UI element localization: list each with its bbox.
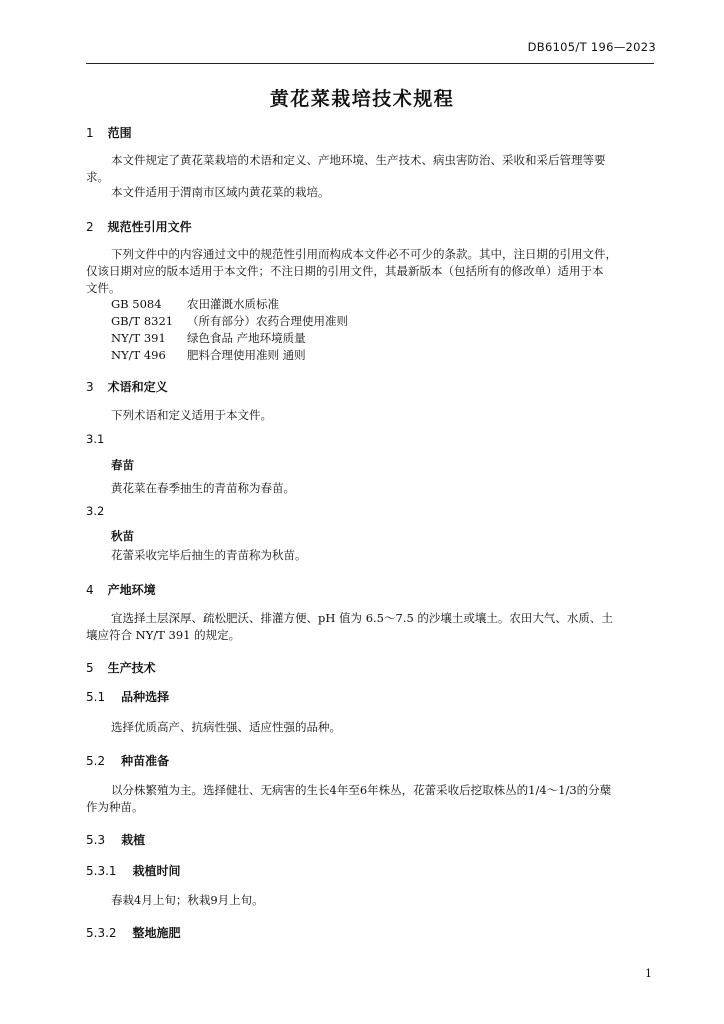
reference-code: GB 5084	[111, 297, 162, 311]
reference-code: NY/T 496	[111, 348, 166, 362]
reference-item	[111, 347, 306, 363]
subsection-5-3-1-heading	[86, 862, 181, 879]
reference-name: 绿色食品 产地环境质量	[187, 331, 306, 345]
section-number: 4	[86, 583, 94, 597]
section-number: 3	[86, 380, 94, 394]
text-line: 文件。	[86, 281, 121, 295]
subsection-5-1-paragraph	[86, 719, 654, 736]
header-rule	[86, 63, 654, 64]
section-title: 生产技术	[107, 661, 156, 675]
section-5-heading	[86, 659, 156, 676]
subsection-5-3-2-heading	[86, 924, 181, 941]
section-3-intro	[86, 407, 654, 424]
text-line: 花蕾采收完毕后抽生的青苗称为秋苗。	[111, 548, 307, 562]
section-3-heading	[86, 378, 168, 395]
section-title: 术语和定义	[107, 380, 168, 394]
subsection-5-3-heading	[86, 831, 145, 848]
section-title: 种苗准备	[121, 754, 170, 768]
text-line: 本文件适用于渭南市区域内黄花菜的栽培。	[111, 185, 330, 199]
term-definition	[86, 480, 654, 497]
section-4-heading	[86, 581, 156, 598]
term-name: 春苗	[111, 458, 134, 472]
section-4-paragraph	[86, 610, 654, 644]
text-line: 黄花菜在春季抽生的青苗称为春苗。	[111, 481, 295, 495]
reference-name: 肥料合理使用准则 通则	[187, 348, 306, 362]
term-number: 3.2	[86, 504, 105, 518]
section-number: 5.3.2	[86, 926, 117, 940]
text-line: 本文件规定了黄花菜栽培的术语和定义、产地环境、生产技术、病虫害防治、采收和采后管理等要	[111, 153, 606, 167]
term-number: 3.1	[86, 432, 105, 446]
section-number: 5.3	[86, 833, 106, 847]
text-line: 壤应符合 NY/T 391 的规定。	[86, 628, 241, 642]
term-name: 秋苗	[111, 529, 134, 543]
reference-name: （所有部分）农药合理使用准则	[187, 314, 348, 328]
text-line: 宜选择土层深厚、疏松肥沃、排灌方便、pH 值为 6.5～7.5 的沙壤土或壤土。农田大气、水质、土	[111, 611, 613, 625]
section-title: 栽植时间	[132, 864, 181, 878]
term-definition	[86, 547, 654, 564]
section-2-paragraph	[86, 246, 654, 297]
text-line: 作为种苗。	[86, 800, 144, 814]
subsection-5-2-paragraph	[86, 782, 654, 816]
section-number: 1	[86, 126, 94, 140]
section-1-heading	[86, 124, 132, 141]
subsection-5-2-heading	[86, 752, 169, 769]
text-line: 求。	[86, 170, 109, 184]
text-line: 选择优质高产、抗病性强、适应性强的品种。	[111, 720, 341, 734]
section-number: 5.1	[86, 690, 106, 704]
section-title: 产地环境	[107, 583, 156, 597]
section-title: 范围	[107, 126, 132, 140]
section-number: 5	[86, 661, 94, 675]
reference-code: NY/T 391	[111, 331, 166, 345]
subsection-5-3-1-paragraph	[86, 892, 654, 909]
page-number: 1	[645, 967, 652, 980]
section-title: 栽植	[121, 833, 146, 847]
subsection-5-1-heading	[86, 688, 169, 705]
section-2-heading	[86, 218, 192, 235]
reference-item	[111, 313, 348, 329]
document-code: DB6105/T 196—2023	[527, 40, 656, 54]
text-line: 下列术语和定义适用于本文件。	[111, 408, 272, 422]
section-number: 2	[86, 220, 94, 234]
section-number: 5.3.1	[86, 864, 117, 878]
text-line: 以分株繁殖为主。选择健壮、无病害的生长4年至6年株丛，花蕾采收后挖取株丛的1/4～1/3的分蘖	[111, 783, 612, 797]
reference-code: GB/T 8321	[111, 314, 174, 328]
reference-item	[111, 330, 306, 346]
text-line: 下列文件中的内容通过文中的规范性引用而构成本文件必不可少的条款。其中，注日期的引用文件，	[111, 247, 617, 261]
reference-name: 农田灌溉水质标准	[187, 297, 279, 311]
section-number: 5.2	[86, 754, 106, 768]
text-line: 春栽4月上旬；秋栽9月上旬。	[111, 893, 264, 907]
text-line: 仅该日期对应的版本适用于本文件；不注日期的引用文件，其最新版本（包括所有的修改单）适用于本	[86, 264, 604, 278]
section-1-paragraph-1	[86, 152, 654, 186]
section-title: 品种选择	[121, 690, 170, 704]
section-title: 整地施肥	[132, 926, 181, 940]
section-title: 规范性引用文件	[107, 220, 192, 234]
reference-item	[111, 296, 279, 312]
section-1-paragraph-2	[86, 184, 654, 201]
document-title: 黄花菜栽培技术规程	[269, 88, 455, 110]
